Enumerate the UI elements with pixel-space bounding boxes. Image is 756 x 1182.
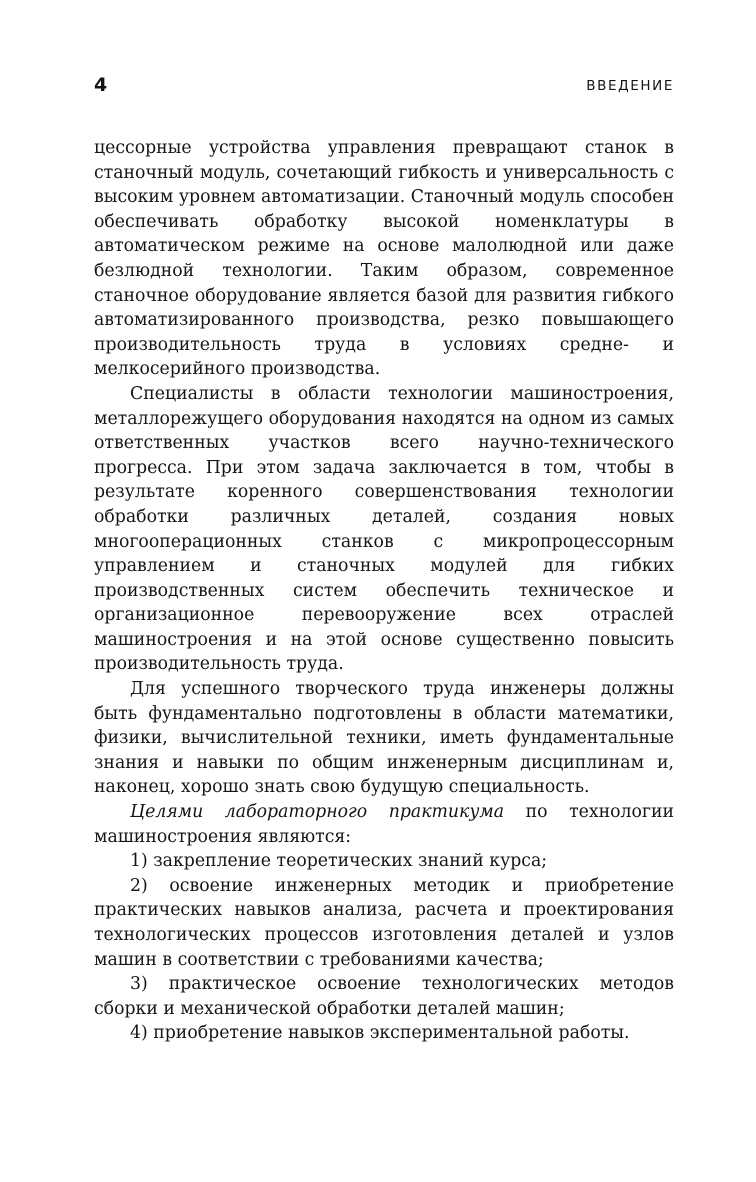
list-item: 3) практическое освоение технологических методов сборки и механической обработки деталей машин;	[94, 974, 674, 1019]
paragraph: цессорные устройства управления превращают станок в станочный модуль, сочетающий гибкость и универсальность с высоким уровнем автоматизации. Станочный модуль способен обеспечивать обработку высокой номенклатуры в автоматическом режиме на основе малолюдной или даже безлюдной технологии. Таким образом, современное станочное оборудование является базой для развития гибкого автоматизированного производства, резко повышающего производительность труда в условиях средне- и мелкосерийного производства.	[94, 138, 674, 380]
list-item: 4) приобретение навыков экспериментальной работы.	[130, 1023, 630, 1044]
list-item: 1) закрепление теоретических знаний курса;	[130, 851, 548, 872]
paragraph: Специалисты в области технологии машиностроения, металлорежущего оборудования находятся на одном из самых ответственных участков всего научно-технического прогресса. При этом задача заключается в том, чтобы в результате коренного совершенствования технологии обработки различных деталей, создания новых многооперационных станков с микропроцессорным управлением и станочных модулей для гибких производственных систем обеспечить техническое и организационное перевооружение всех отраслей машиностроения и на этой основе существенно повысить производительность труда.	[94, 383, 674, 675]
paragraph	[94, 800, 674, 849]
page-number: 4	[94, 74, 108, 96]
emphasized-phrase: Целями лабораторного практикума	[130, 802, 505, 823]
paragraph-text: по технологии машиностроения являются:	[94, 802, 674, 847]
body-text	[94, 136, 674, 1046]
running-title: ВВЕДЕНИЕ	[586, 78, 674, 94]
list-item: 2) освоение инженерных методик и приобретение практических навыков анализа, расчета и проектирования технологических процессов изготовления деталей и узлов машин в соответствии с требованиями качества;	[94, 875, 674, 970]
paragraph: Для успешного творческого труда инженеры должны быть фундаментально подготовлены в области математики, физики, вычислительной техники, иметь фундаментальные знания и навыки по общим инженерным дисциплинам и, наконец, хорошо знать свою будущую специальность.	[94, 679, 674, 798]
